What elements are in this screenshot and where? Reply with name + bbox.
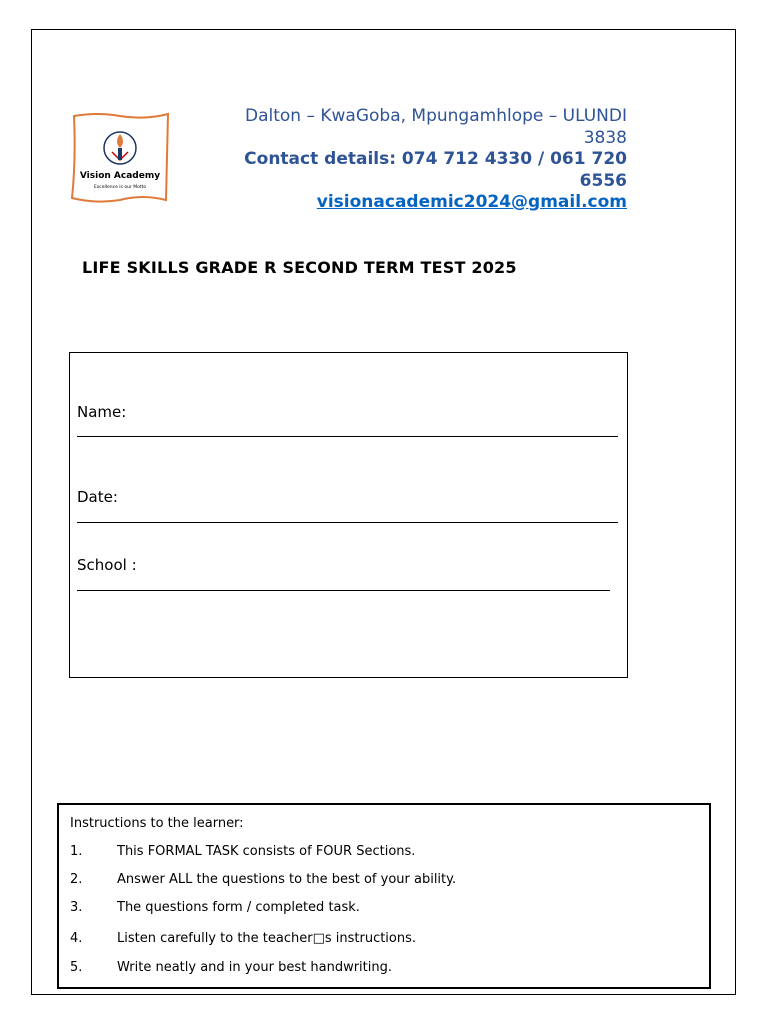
- email-link[interactable]: visionacademic2024@gmail.com: [316, 192, 627, 212]
- date-line[interactable]: [77, 522, 618, 523]
- instruction-number: 5.: [70, 960, 83, 975]
- instruction-number: 3.: [70, 900, 83, 915]
- contact-details: Contact details: 074 712 4330 / 061 720 6556: [244, 149, 627, 191]
- school-line[interactable]: [77, 590, 610, 591]
- instruction-text: Answer ALL the questions to the best of your ability.: [117, 872, 457, 887]
- document-title: LIFE SKILLS GRADE R SECOND TERM TEST 2025: [82, 258, 517, 277]
- instruction-number: 4.: [70, 931, 83, 946]
- vision-academy-logo: [68, 110, 172, 206]
- school-label: School :: [77, 556, 137, 574]
- instruction-number: 2.: [70, 872, 83, 887]
- name-line[interactable]: [77, 436, 618, 437]
- instruction-text: This FORMAL TASK consists of FOUR Sections.: [117, 844, 416, 859]
- instructions-title: Instructions to the learner:: [70, 816, 244, 831]
- instructions-box: [57, 803, 711, 989]
- name-label: Name:: [77, 403, 127, 421]
- instruction-text: Listen carefully to the teacher□s instructions.: [117, 931, 417, 946]
- address-block: [200, 106, 627, 214]
- instruction-text: The questions form / completed task.: [117, 900, 360, 915]
- learner-info-box: [69, 352, 628, 678]
- date-label: Date:: [77, 488, 118, 506]
- instruction-number: 1.: [70, 844, 83, 859]
- address-line: Dalton – KwaGoba, Mpungamhlope – ULUNDI 3838: [244, 106, 627, 148]
- instruction-text: Write neatly and in your best handwriting.: [117, 960, 392, 975]
- logo-tagline: Excellence is our Motto: [93, 185, 147, 190]
- logo-name: Vision Academy: [79, 171, 161, 181]
